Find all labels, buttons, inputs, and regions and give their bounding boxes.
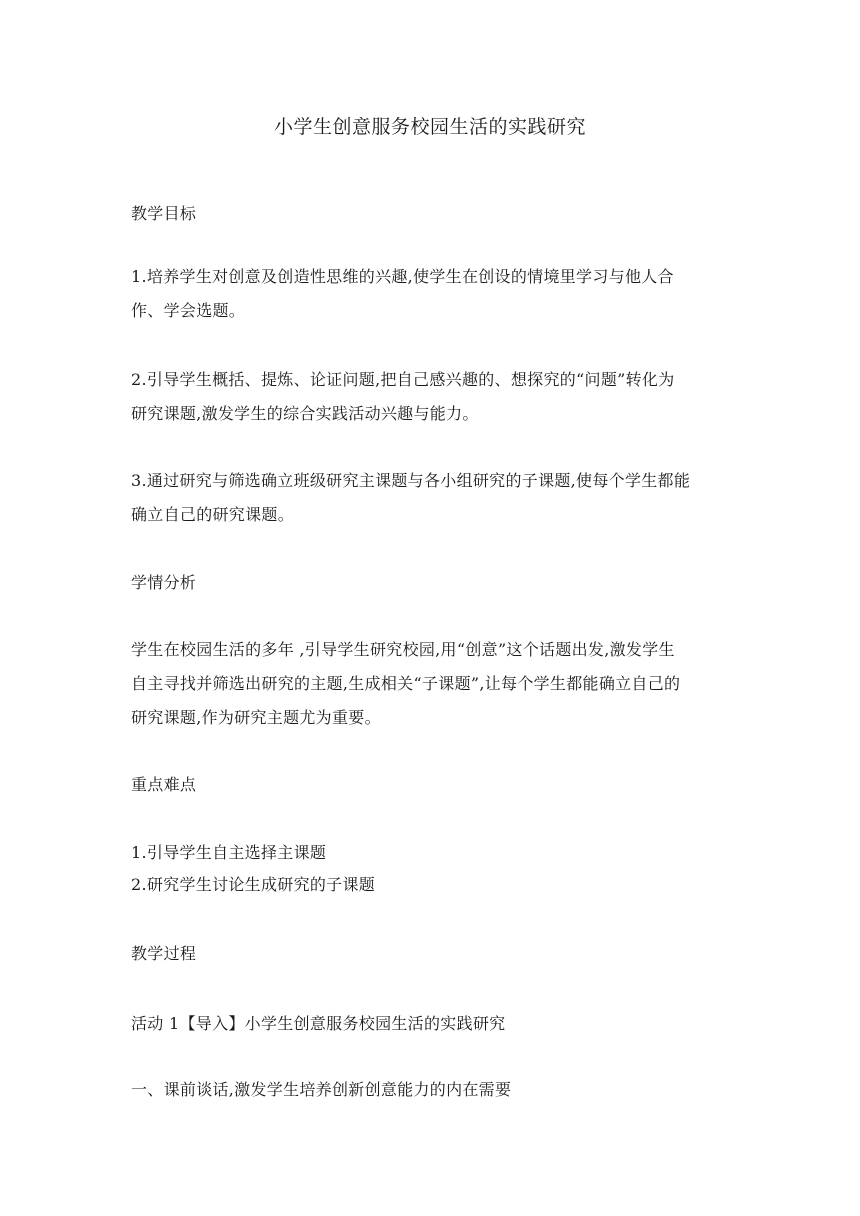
analysis-line-1: 学生在校园生活的多年 ,引导学生研究校园,用“创意”这个话题出发,激发学生 (131, 640, 675, 659)
key-points-list (131, 837, 731, 901)
step-1: 一、课前谈话,激发学生培养创新创意能力的内在需要 (131, 1080, 512, 1099)
section-heading-analysis: 学情分析 (131, 573, 197, 592)
key-point-2: 2.研究学生讨论生成研究的子课题 (131, 875, 376, 894)
key-point-1: 1.引导学生自主选择主课题 (131, 843, 327, 862)
objective-1-line-2: 作、学会选题。 (131, 301, 246, 320)
objective-2 (131, 363, 731, 431)
objective-2-line-1: 2.引导学生概括、提炼、论证问题,把自己感兴趣的、想探究的“问题”转化为 (131, 370, 675, 389)
document-title: 小学生创意服务校园生活的实践研究 (273, 116, 586, 138)
analysis-line-2: 自主寻找并筛选出研究的主题,生成相关“子课题”,让每个学生都能确立自己的 (131, 674, 681, 693)
objective-3 (131, 464, 731, 532)
section-heading-process: 教学过程 (131, 944, 197, 963)
section-heading-key-points: 重点难点 (131, 775, 197, 794)
objective-3-line-2: 确立自己的研究课题。 (131, 505, 295, 524)
objective-1 (131, 260, 731, 328)
objective-1-line-1: 1.培养学生对创意及创造性思维的兴趣,使学生在创设的情境里学习与他人合 (131, 267, 674, 286)
analysis-paragraph (131, 633, 731, 735)
objective-2-line-2: 研究课题,激发学生的综合实践活动兴趣与能力。 (131, 404, 479, 423)
activity-1: 活动 1【导入】小学生创意服务校园生活的实践研究 (131, 1014, 506, 1033)
section-heading-objectives: 教学目标 (131, 204, 197, 223)
analysis-line-3: 研究课题,作为研究主题尤为重要。 (131, 708, 381, 727)
objective-3-line-1: 3.通过研究与筛选确立班级研究主课题与各小组研究的子课题,使每个学生都能 (131, 471, 691, 490)
